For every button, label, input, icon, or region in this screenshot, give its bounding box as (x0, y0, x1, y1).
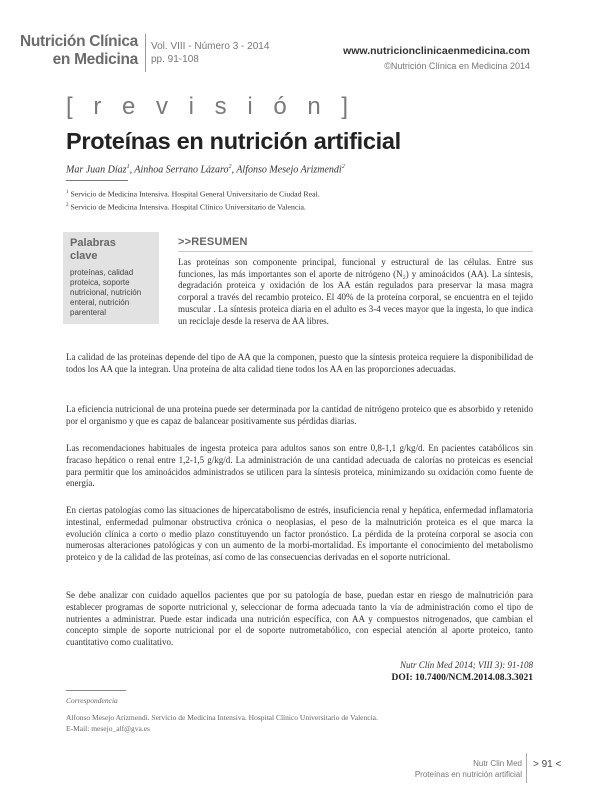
footer-divider (526, 753, 527, 783)
footer-article-title: Proteínas en nutrición artificial (414, 770, 522, 779)
affiliation-list (66, 187, 320, 212)
volume-info (151, 40, 269, 66)
abstract-text: Las proteínas son componente principal, funcional y estructural de las células. Entre sus funciones, las más importantes son el aporte de nitrógeno (N₂) y aminoácidos (AA). La síntesis, degradación proteica y oxidación de los AA están regulados para preservar la masa magra corporal a través del recambio proteico. El 40% de la proteína corporal, se encuentra en el tejido muscular . La síntesis proteica diaria en el adulto es 3-4 veces mayor que la ingesta, lo que indica un reciclaje desde la reserva de AA libres. (178, 257, 533, 326)
body-paragraph: Las recomendaciones habituales de ingesta proteica para adultos sanos son entre 0,8-1,1 g/kg/d. En pacientes catabólicos sin fracaso hepático o renal entre 1,2-1,5 g/kg/d. La administración de una cantidad adecuada de calorías no proteicas es esencial para permitir que los aminoácidos administrados se utilicen para la síntesis proteica, minimizando su oxidación como fuente de energía. (66, 443, 533, 489)
body-paragraph: La calidad de las proteínas depende del tipo de AA que la componen, puesto que la síntesis proteica requiere la disponibilidad de todos los AA que la integran. Una proteína de alta calidad tiene todos los AA en las proporciones adecuadas. (66, 352, 533, 374)
author-name: Alfonso Mesejo Arizmendi (236, 164, 342, 176)
footer-journal: Nutr Clin Med (473, 759, 522, 768)
journal-logo (14, 33, 138, 69)
author-affil-number: 2 (341, 164, 345, 170)
abstract-heading: >>RESUMEN (178, 236, 248, 248)
abstract-rule (178, 251, 533, 252)
page-range: pp. 91-108 (151, 54, 199, 65)
body-paragraph: En ciertas patologías como las situaciones de hipercatabolismo de estrés, insuficiencia renal y hepática, enfermedad inflamatoria intestinal, enfermedad pulmonar obstructiva crónica o neoplasias, el peso de la malnutrición proteica es el que marca la evolución clínica a corto o medio plazo constituyendo un factor pronóstico. La pérdida de la proteína corporal se asocia con numerosas alteraciones patológicas y con un aumento de la morbi-mortalidad. Es importante el conocimiento del metabolismo proteico y de la calidad de las proteínas, así como de las consecuencias derivadas en el soporte nutricional. (66, 505, 533, 563)
affiliation-item: $^1$ Servicio de Medicina Intensiva. Hospital General Universitario de Ciudad Real. (66, 189, 320, 199)
correspondence-email-link[interactable]: E-Mail: mesejo_alf@gva.es (66, 724, 150, 733)
body-paragraph: Se debe analizar con cuidado aquellos pacientes que por su patología de base, puedan estar en riesgo de malnutrición para establecer programas de soporte nutricional y, seleccionar de forma adecuada tanto la vía de administración como el tipo de nutrientes a administrar. Puede estar indicada una nutrición específica, con AA y compuestos nitrogenados, que cambian el concepto simple de soporte nutricional por el de soporte nutrometabólico, con especial atención al aporte proteico, tanto cuantitativo como cualitativo. (66, 590, 533, 648)
affiliation-rule (66, 180, 128, 181)
correspondence-text (66, 712, 378, 734)
author-name: Mar Juan Díaz (66, 164, 127, 176)
citation: Nutr Clín Med 2014; VIII 3): 91-108 (400, 660, 533, 670)
copyright-notice: ©Nutrición Clínica en Medicina 2014 (384, 61, 530, 71)
section-label: [ r e v i s i ó n ] (66, 93, 356, 120)
article-title: Proteínas en nutrición artificial (66, 128, 401, 154)
author-name: Ainhoa Serrano Lázaro (134, 164, 229, 176)
body-paragraph: La eficiencia nutricional de una proteína puede ser determinada por la cantidad de nitrógeno proteico que es absorbido y retenido por el organismo y que es capaz de balancear positivamente sus pérdidas diarias. (66, 404, 533, 426)
header-divider (145, 34, 146, 72)
running-footer (415, 758, 522, 780)
keywords-list: proteínas, calidad proteica, soporte nutricional, nutrición enteral, nutrición parenteral (70, 268, 142, 317)
keywords-title: Palabras clave (70, 237, 116, 262)
doi-link[interactable]: DOI: 10.7400/NCM.2014.08.3.3021 (391, 673, 533, 683)
author-affil-number: 2 (228, 164, 232, 170)
author-list: Mar Juan Díaz$^1$, Ainhoa Serrano Lázaro$^2$, Alfonso Mesejo Arizmendi$^2$ (66, 164, 345, 176)
journal-url-link[interactable]: www.nutricionclinicaenmedicina.com (343, 45, 530, 57)
correspondence-rule (66, 690, 126, 691)
journal-name-line1: Nutrición Clínica (19, 33, 138, 50)
journal-name-line2: en Medicina (52, 51, 138, 68)
correspondence-label: Correspondencia (66, 696, 118, 705)
page-number: > 91 < (533, 759, 562, 770)
volume-number: Vol. VIII - Número 3 - 2014 (151, 41, 270, 52)
author-affil-number: 1 (126, 164, 130, 170)
correspondence-address: Alfonso Mesejo Arizmendi. Servicio de Medicina Intensiva. Hospital Clínico Universitario de Valencia. (66, 713, 378, 722)
affiliation-item: $^2$ Servicio de Medicina Intensiva. Hospital Clínico Universitario de Valencia. (66, 202, 306, 212)
